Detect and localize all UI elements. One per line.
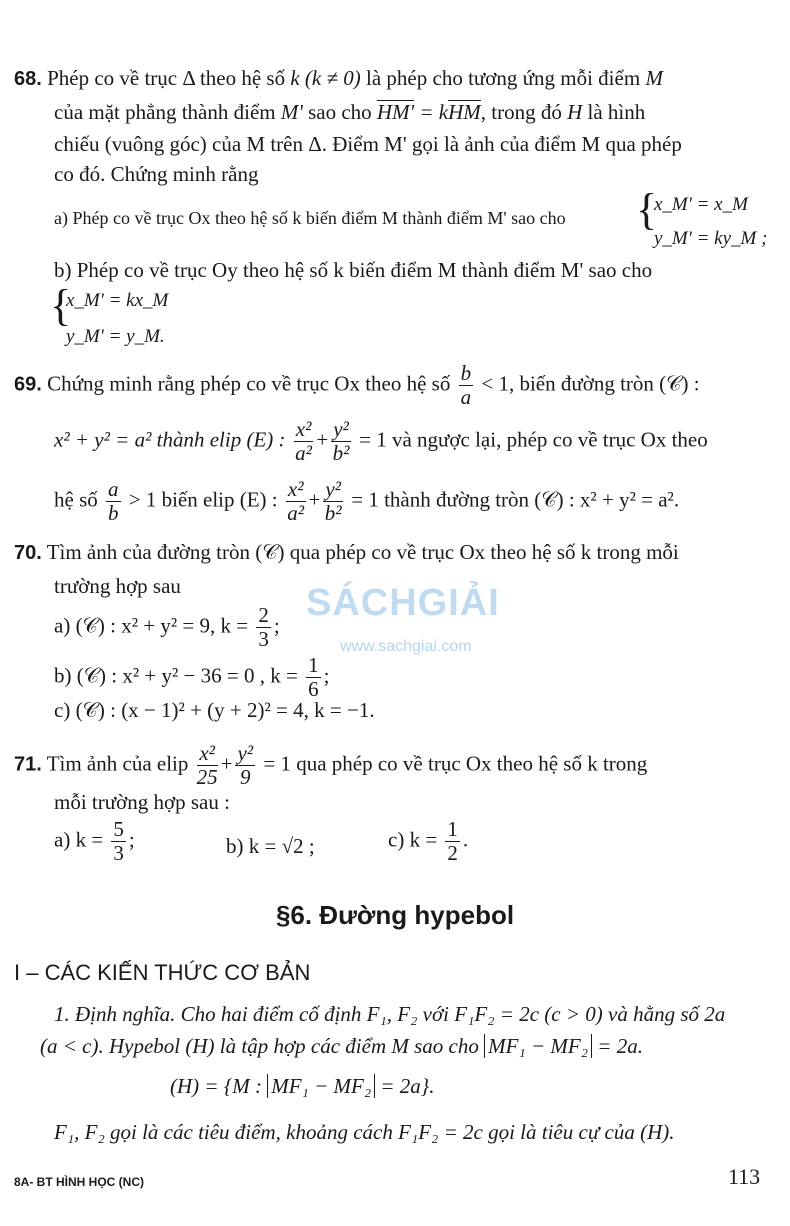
fraction: [235, 742, 255, 789]
problem-71-line-2: mỗi trường hợp sau :: [54, 790, 230, 814]
numerator: y²: [237, 741, 254, 765]
denominator: 3: [258, 627, 269, 652]
footer-book-title: 8A- BT HÌNH HỌC (NC): [14, 1175, 144, 1189]
text: M': [280, 100, 303, 124]
text: Tìm ảnh của elip: [46, 751, 189, 776]
problem-68-part-a: a) Phép co về trục Ox theo hệ số k biến điểm M thành điểm M' sao cho: [54, 208, 566, 228]
text: .: [462, 827, 469, 852]
denominator: 25: [196, 765, 218, 790]
fraction: [331, 418, 351, 465]
text: = 2a}.: [375, 1074, 435, 1098]
problem-71-part-b: b) k = √2 ;: [226, 834, 315, 858]
denominator: 6: [308, 677, 319, 702]
text: ;: [323, 663, 330, 688]
denominator: 2: [447, 841, 458, 866]
numerator: 1: [308, 653, 319, 677]
denominator: a: [460, 385, 472, 410]
watermark-logo: SÁCHGIẢI: [306, 582, 500, 624]
problem-71-part-c: [388, 818, 468, 865]
text: = 2a.: [592, 1034, 643, 1058]
fraction: [286, 478, 306, 525]
problem-68-line-4: co đó. Chứng minh rằng: [54, 162, 259, 186]
fraction: [445, 818, 460, 865]
denominator: a²: [295, 441, 312, 466]
text: (H) = {M :: [170, 1074, 268, 1098]
fraction: [197, 742, 218, 789]
text: k (k ≠ 0): [290, 66, 361, 90]
fraction: [323, 478, 343, 525]
numerator: 2: [258, 603, 269, 627]
text: a) (𝒞) : x² + y² = 9, k =: [54, 613, 249, 638]
problem-number: 70.: [14, 542, 42, 564]
text: , trong đó: [480, 100, 568, 124]
definition-line-3: F₁, F₂ gọi là các tiêu điểm, khoảng cách F₁F₂ = 2c gọi là tiêu cự của (H).: [54, 1120, 675, 1144]
numerator: a: [108, 477, 119, 501]
denominator: 9: [240, 765, 251, 790]
denominator: b²: [332, 441, 350, 466]
problem-68-line-2: [54, 98, 645, 126]
system-brace: {: [50, 281, 72, 330]
text: x² + y² = a² thành elip (E) :: [54, 427, 286, 452]
problem-number: 69.: [14, 373, 42, 396]
page-number: 113: [728, 1164, 761, 1189]
numerator: x²: [295, 417, 312, 441]
text: là phép cho tương ứng mỗi điểm: [360, 66, 646, 90]
problem-71-part-a: [54, 818, 135, 865]
numerator: b: [460, 361, 472, 385]
text: c) k =: [388, 827, 438, 852]
problem-70-part-b: [54, 654, 329, 701]
text: của mặt phẳng thành điểm: [54, 100, 281, 124]
numerator: y²: [325, 477, 341, 501]
text: b) (𝒞) : x² + y² − 36 = 0 , k =: [54, 663, 298, 688]
system-line: y_M' = ky_M ;: [654, 228, 768, 249]
fraction: [459, 362, 474, 409]
text: = 1 và ngược lại, phép co về trục Ox theo: [359, 427, 708, 452]
fraction: [294, 418, 314, 465]
text: ;: [128, 827, 135, 852]
section-title: §6. Đường hypebol: [275, 900, 515, 930]
absolute-value: MF₁ − MF₂: [484, 1034, 592, 1058]
text: Tìm ảnh của đường tròn (𝒞) qua phép co về trục Ox theo hệ số k trong mỗi: [46, 540, 679, 564]
numerator: 1: [447, 817, 458, 841]
text: ;: [273, 613, 280, 638]
text: hệ số: [54, 487, 98, 512]
problem-70-part-a: [54, 604, 280, 651]
problem-69-line-1: [14, 362, 700, 409]
text: (a < c). Hypebol (H) là tập hợp các điểm M sao cho: [40, 1034, 485, 1058]
absolute-value: MF₁ − MF₂: [267, 1074, 375, 1098]
problem-70-line-2: trường hợp sau: [54, 574, 181, 598]
vector: HM: [448, 100, 481, 124]
text: < 1, biến đường tròn (𝒞) :: [481, 371, 700, 396]
problem-68-part-b: b) Phép co về trục Oy theo hệ số k biến điểm M thành điểm M' sao cho: [54, 258, 653, 282]
problem-71-line-1: 71. Tìm ảnh của elip $\frac{\text{x²}}{25}$ + $\frac{\text{y²}}{9}$ = 1 qua phép co về trục Ox theo hệ số k trong: [14, 741, 648, 790]
text: > 1 biến elip (E) :: [128, 487, 278, 512]
definition-formula: [170, 1072, 434, 1100]
denominator: 3: [113, 841, 124, 866]
problem-number: 71.: [14, 753, 42, 776]
numerator: y²: [333, 417, 349, 441]
problem-68-line-3: chiếu (vuông góc) của M trên Δ. Điểm M' gọi là ảnh của điểm M qua phép: [54, 132, 682, 156]
text: = 1 thành đường tròn (𝒞) : x² + y² = a².: [351, 487, 680, 512]
numerator: x²: [287, 477, 304, 501]
text: M: [645, 66, 663, 90]
text: Chứng minh rằng phép co về trục Ox theo hệ số: [47, 371, 451, 396]
numerator: 5: [113, 817, 124, 841]
system-brace: {: [636, 185, 658, 234]
system-line: x_M' = x_M: [654, 194, 748, 215]
text: Phép co về trục Δ theo hệ số: [47, 66, 291, 90]
definition-line-1: 1. Định nghĩa. Cho hai điểm cố định F₁, F₂ với F₁F₂ = 2c (c > 0) và hằng số 2a: [54, 1002, 726, 1026]
fraction: [256, 604, 271, 651]
problem-68-line-1: [14, 64, 663, 93]
problem-70-line-1: [14, 538, 679, 567]
problem-number: 68.: [14, 68, 42, 90]
fraction: [306, 654, 321, 701]
numerator: x²: [197, 742, 218, 766]
vector: HM': [376, 100, 415, 124]
text: = 1 qua phép co về trục Ox theo hệ số k trong: [263, 751, 648, 776]
fraction: [106, 478, 121, 525]
text: = k: [414, 100, 449, 124]
denominator: b²: [324, 501, 342, 526]
section-subtitle: I – CÁC KIẾN THỨC CƠ BẢN: [14, 960, 311, 985]
watermark: [306, 578, 506, 668]
problem-69-line-3: hệ số $\frac{a}{b}$ > 1 biến elip (E) : $\frac{\text{x²}}{\text{a²}}$ + $\frac{\text{y²}}{\text{b²}}$ = 1 thành đường tròn (𝒞) : x² + y² = a².: [54, 477, 680, 526]
text: H: [567, 100, 583, 124]
watermark-url: www.sachgiai.com: [340, 638, 472, 655]
system-line: x_M' = kx_M: [66, 290, 169, 311]
problem-69-line-2: x² + y² = a² thành elip (E) : $\frac{\text{x²}}{\text{a²}}$ + $\frac{\text{y²}}{\text{b²}}$ = 1 và ngược lại, phép co về trục Ox theo: [54, 417, 708, 466]
text: là hình: [582, 100, 646, 124]
fraction: [111, 818, 126, 865]
text: a) k =: [54, 827, 104, 852]
denominator: b: [108, 501, 119, 526]
problem-70-part-c: c) (𝒞) : (x − 1)² + (y + 2)² = 4, k = −1.: [54, 698, 375, 722]
definition-line-2: [40, 1032, 643, 1060]
denominator: a²: [287, 501, 305, 526]
system-line: y_M' = y_M.: [66, 326, 165, 347]
text: sao cho: [302, 100, 377, 124]
